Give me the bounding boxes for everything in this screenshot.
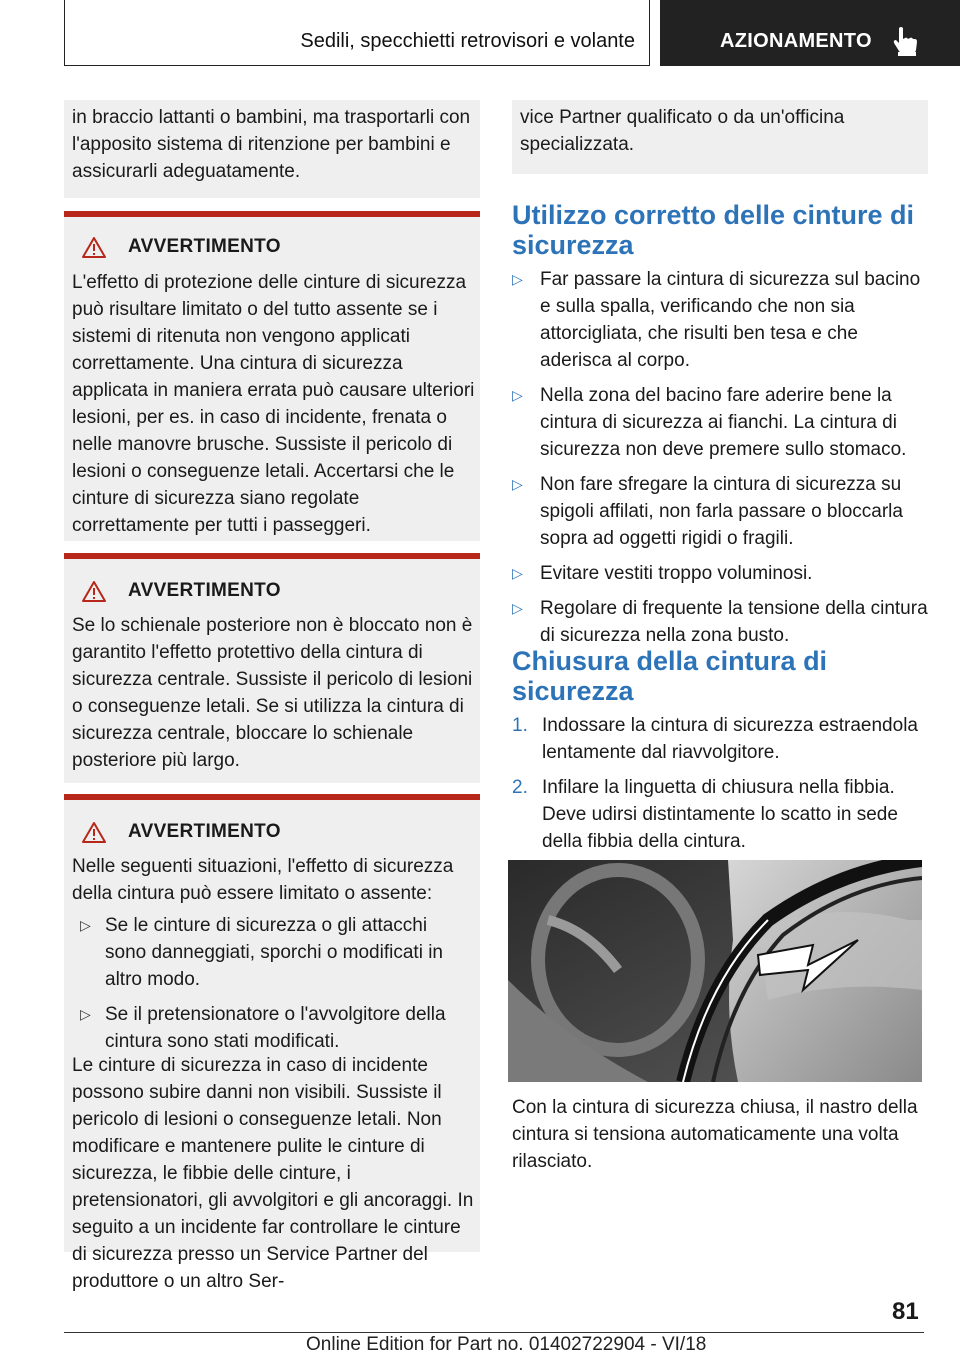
- warning-outro-3: Le cinture di sicurezza in caso di incidente possono subire danni non visibili. Sussiste il pericolo di lesioni o conseguenze letali. Non modificare e mantenere pulite le cinture di sicurezza, le fibbie delle cinture, i pretensionatori, gli avvolgitori e gli ancoraggi. In seguito a un incidente far controllare le cinture di sicurezza presso un Service Partner del produttore o un altro Ser-: [72, 1055, 474, 1292]
- list-item-text: Se il pretensionatore o l'avvolgitore della cintura sono stati modificati.: [105, 1004, 446, 1052]
- warning-intro-3: Nelle seguenti situazioni, l'effetto di sicurezza della cintura può essere limitato o assente:: [72, 856, 454, 904]
- footer-edition: Online Edition for Part no. 01402722904 - VI/18: [306, 1334, 707, 1355]
- header-section-box: [64, 0, 650, 66]
- intro-text: in braccio lattanti o bambini, ma trasportarli con l'apposito sistema di ritenzione per bambini e assicurarli adeguatamente.: [72, 107, 471, 182]
- list-item: [512, 595, 928, 649]
- list-item-text: Regolare di frequente la tensione della cintura di sicurezza nella zona busto.: [540, 598, 928, 646]
- seatbelt-photo: [508, 860, 922, 1082]
- list-item-text: Se le cinture di sicurezza o gli attacchi sono danneggiati, sporchi o modificati in altro modo.: [105, 915, 443, 990]
- list-item-text: Evitare vestiti troppo voluminosi.: [540, 563, 813, 584]
- warning-list-3: [80, 912, 475, 1063]
- triangle-bullet-icon: ▷: [80, 1006, 91, 1022]
- warning-triangle-icon: [82, 821, 106, 843]
- warning-text-1: L'effetto di protezione delle cinture di sicurezza può risultare limitato o del tutto assente se i sistemi di ritenuta non vengono applicati correttamente. Una cintura di sicurezza applicata in maniera errata può causare ulteriori lesioni, per es. in caso di incidente, frenata o nelle manovre brusche. Sussiste il pericolo di lesioni o conseguenze letali. Accertarsi che le cinture di sicurezza siano regolate correttamente per tutti i passeggeri.: [72, 272, 475, 536]
- footer-rule: [64, 1332, 924, 1333]
- chapter-label: AZIONAMENTO: [720, 30, 872, 52]
- warning-heading-3: [82, 821, 281, 843]
- step-number: 1.: [512, 715, 528, 736]
- list-item: [80, 1001, 475, 1055]
- triangle-bullet-icon: ▷: [512, 565, 523, 581]
- triangle-bullet-icon: ▷: [512, 387, 523, 403]
- page-number: 81: [892, 1298, 919, 1325]
- header-chapter-tab: [660, 0, 960, 66]
- list-item: [512, 560, 928, 587]
- list-item: [512, 382, 928, 463]
- warning-title-3: AVVERTIMENTO: [128, 821, 281, 842]
- steps-list: [512, 712, 928, 863]
- step-item: [512, 712, 928, 766]
- hand-pointer-icon: [892, 26, 918, 56]
- heading-correct-use: Utilizzo corretto delle cinture di sicurezza: [512, 200, 915, 260]
- warning-triangle-icon: [82, 580, 106, 602]
- list-item-text: Far passare la cintura di sicurezza sul bacino e sulla spalla, verificando che non sia attorcigliata, che risulti ben tesa e che aderisca al corpo.: [540, 269, 921, 371]
- warning-triangle-icon: [82, 236, 106, 258]
- continued-box: [512, 100, 928, 174]
- list-item-text: Nella zona del bacino fare aderire bene la cintura di sicurezza ai fianchi. La cintura di sicurezza non deve premere sullo stomaco.: [540, 385, 907, 460]
- triangle-bullet-icon: ▷: [512, 271, 523, 287]
- list-item: [512, 471, 928, 552]
- list-item: [80, 912, 475, 993]
- warning-heading-2: [82, 580, 281, 602]
- heading-buckle: Chiusura della cintura di sicurezza: [512, 646, 828, 706]
- warning-heading-1: [82, 236, 281, 258]
- usage-list: [512, 266, 928, 657]
- triangle-bullet-icon: ▷: [80, 917, 91, 933]
- after-photo-text: Con la cintura di sicurezza chiusa, il nastro della cintura si tensiona automaticamente una volta rilasciato.: [512, 1097, 918, 1172]
- warning-title-2: AVVERTIMENTO: [128, 580, 281, 601]
- warning-title-1: AVVERTIMENTO: [128, 236, 281, 257]
- list-item: [512, 266, 928, 374]
- step-item: [512, 774, 928, 855]
- warning-text-2: Se lo schienale posteriore non è bloccato non è garantito l'effetto protettivo della cintura di sicurezza centrale. Sussiste il pericolo di lesioni o conseguenze letali. Se si utilizza la cintura di sicurezza centrale, bloccare lo schienale posteriore più largo.: [72, 615, 473, 771]
- step-text: Infilare la linguetta di chiusura nella fibbia. Deve udirsi distintamente lo scatto in sede della fibbia della cintura.: [542, 777, 898, 852]
- step-text: Indossare la cintura di sicurezza estraendola lentamente dal riavvolgitore.: [542, 715, 918, 763]
- list-item-text: Non fare sfregare la cintura di sicurezza su spigoli affilati, non farla passare o bloccarla sopra ad oggetti rigidi o fragili.: [540, 474, 903, 549]
- continued-text: vice Partner qualificato o da un'officina specializzata.: [520, 107, 845, 155]
- step-number: 2.: [512, 777, 528, 798]
- triangle-bullet-icon: ▷: [512, 476, 523, 492]
- section-title: Sedili, specchietti retrovisori e volante: [300, 30, 635, 52]
- triangle-bullet-icon: ▷: [512, 600, 523, 616]
- intro-box: [64, 100, 480, 198]
